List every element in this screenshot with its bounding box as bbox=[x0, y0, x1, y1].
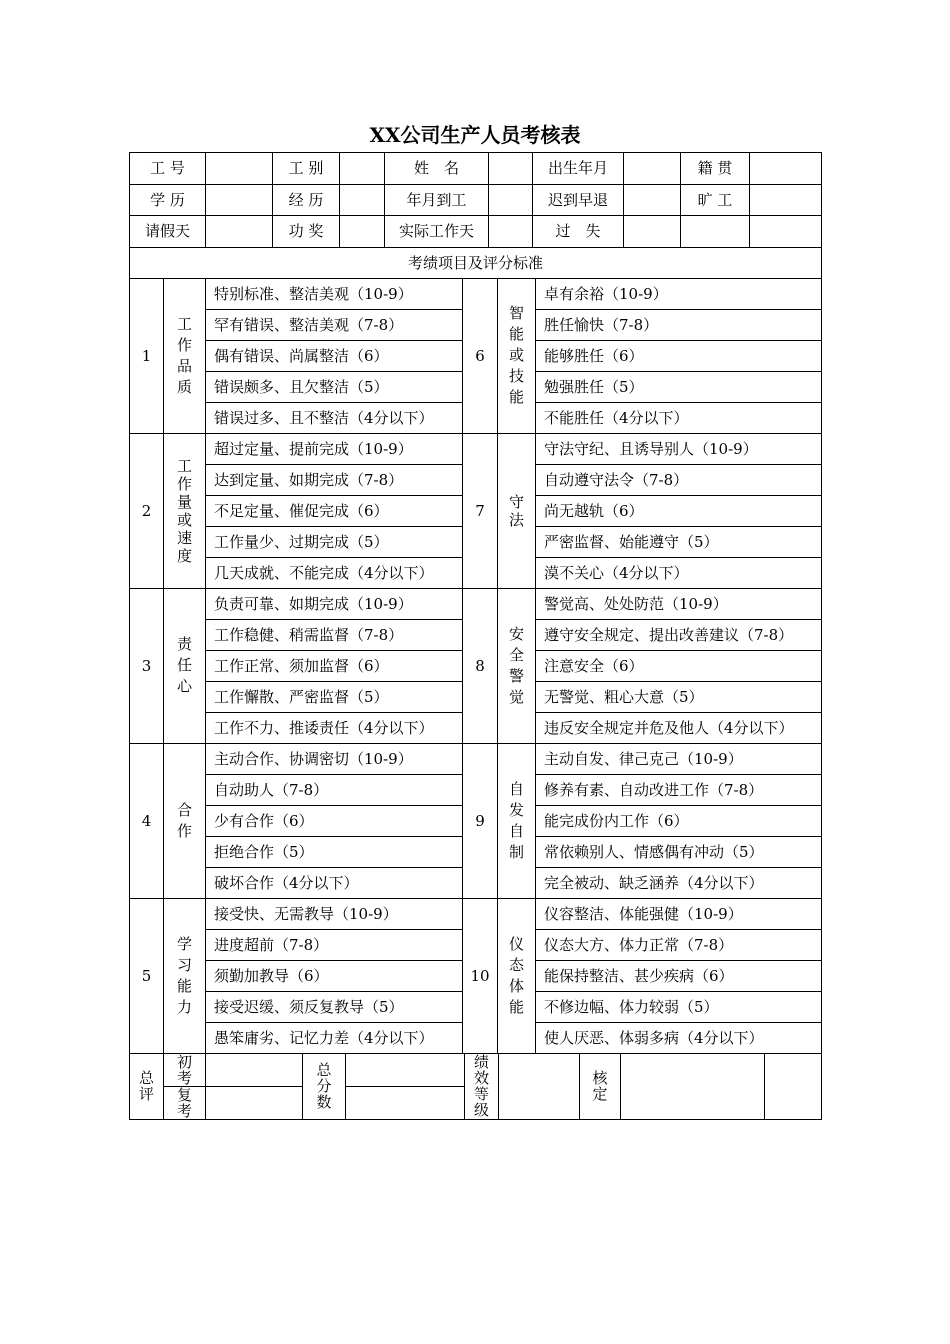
criteria-row bbox=[130, 433, 822, 464]
criteria-item: 超过定量、提前完成（10-9） bbox=[206, 433, 463, 464]
criteria-item: 尚无越轨（6） bbox=[536, 495, 822, 526]
criteria-item: 自动遵守法令（7-8） bbox=[536, 464, 822, 495]
total-score-review[interactable] bbox=[346, 1086, 465, 1119]
criteria-item: 主动合作、协调密切（10-9） bbox=[206, 743, 463, 774]
section-title-row bbox=[130, 247, 822, 278]
review-label: 复 考 bbox=[164, 1086, 206, 1119]
criteria-item: 达到定量、如期完成（7-8） bbox=[206, 464, 463, 495]
label-work-type: 工 别 bbox=[273, 153, 340, 185]
label-native-place: 籍 贯 bbox=[681, 153, 750, 185]
criteria-item: 工作正常、须加监督（6） bbox=[206, 650, 463, 681]
category-name: 工 作 量 或 速 度 bbox=[164, 433, 206, 588]
criteria-row bbox=[130, 588, 822, 619]
value-merit[interactable] bbox=[340, 216, 385, 248]
value-absent[interactable] bbox=[750, 184, 822, 216]
category-name: 仪 态 体 能 bbox=[498, 898, 536, 1053]
category-number: 7 bbox=[463, 433, 498, 588]
criteria-item: 不修边幅、体力较弱（5） bbox=[536, 991, 822, 1022]
summary-table bbox=[129, 1053, 822, 1120]
criteria-item: 几天成就、不能完成（4分以下） bbox=[206, 557, 463, 588]
category-name: 合 作 bbox=[164, 743, 206, 898]
criteria-table bbox=[129, 278, 822, 1054]
total-score-initial[interactable] bbox=[346, 1053, 465, 1086]
category-name: 学 习 能 力 bbox=[164, 898, 206, 1053]
value-birth-date[interactable] bbox=[624, 153, 681, 185]
criteria-item: 进度超前（7-8） bbox=[206, 929, 463, 960]
value-work-type[interactable] bbox=[340, 153, 385, 185]
info-row-2 bbox=[130, 184, 822, 216]
category-name: 责 任 心 bbox=[164, 588, 206, 743]
criteria-item: 工作稳健、稍需监督（7-8） bbox=[206, 619, 463, 650]
info-row-1 bbox=[130, 153, 822, 185]
criteria-item: 罕有错误、整洁美观（7-8） bbox=[206, 309, 463, 340]
label-start-date: 年月到工 bbox=[385, 184, 489, 216]
approve-label: 核 定 bbox=[580, 1053, 621, 1119]
approve-value[interactable] bbox=[621, 1053, 765, 1119]
label-absent: 旷 工 bbox=[681, 184, 750, 216]
label-birth-date: 出生年月 bbox=[533, 153, 624, 185]
criteria-item: 仪态大方、体力正常（7-8） bbox=[536, 929, 822, 960]
value-actual-work-days[interactable] bbox=[489, 216, 533, 248]
criteria-item: 勉强胜任（5） bbox=[536, 371, 822, 402]
label-experience: 经 历 bbox=[273, 184, 340, 216]
category-number: 2 bbox=[130, 433, 164, 588]
value-start-date[interactable] bbox=[489, 184, 533, 216]
label-fault: 过 失 bbox=[533, 216, 624, 248]
criteria-item: 漠不关心（4分以下） bbox=[536, 557, 822, 588]
criteria-item: 仪容整洁、体能强健（10-9） bbox=[536, 898, 822, 929]
criteria-row bbox=[130, 898, 822, 929]
criteria-item: 错误颇多、且欠整洁（5） bbox=[206, 371, 463, 402]
criteria-item: 违反安全规定并危及他人（4分以下） bbox=[536, 712, 822, 743]
criteria-item: 能保持整洁、甚少疾病（6） bbox=[536, 960, 822, 991]
criteria-item: 卓有余裕（10-9） bbox=[536, 278, 822, 309]
empty-cell bbox=[681, 216, 750, 248]
info-table bbox=[129, 152, 822, 279]
label-employee-id: 工 号 bbox=[130, 153, 206, 185]
criteria-item: 守法守纪、且诱导别人（10-9） bbox=[536, 433, 822, 464]
category-number: 3 bbox=[130, 588, 164, 743]
criteria-item: 警觉高、处处防范（10-9） bbox=[536, 588, 822, 619]
value-late-early[interactable] bbox=[624, 184, 681, 216]
initial-value[interactable] bbox=[206, 1053, 303, 1086]
criteria-item: 严密监督、始能遵守（5） bbox=[536, 526, 822, 557]
criteria-item: 不足定量、催促完成（6） bbox=[206, 495, 463, 526]
section-title: 考绩项目及评分标准 bbox=[130, 247, 822, 278]
criteria-item: 修养有素、自动改进工作（7-8） bbox=[536, 774, 822, 805]
criteria-item: 拒绝合作（5） bbox=[206, 836, 463, 867]
criteria-item: 偶有错误、尚属整洁（6） bbox=[206, 340, 463, 371]
category-number: 6 bbox=[463, 278, 498, 433]
criteria-item: 遵守安全规定、提出改善建议（7-8） bbox=[536, 619, 822, 650]
label-name: 姓 名 bbox=[385, 153, 489, 185]
value-leave-days[interactable] bbox=[206, 216, 273, 248]
category-name: 守 法 bbox=[498, 433, 536, 588]
summary-row-1 bbox=[130, 1053, 822, 1086]
category-number: 10 bbox=[463, 898, 498, 1053]
criteria-item: 自动助人（7-8） bbox=[206, 774, 463, 805]
label-late-early: 迟到早退 bbox=[533, 184, 624, 216]
review-value[interactable] bbox=[206, 1086, 303, 1119]
label-education: 学 历 bbox=[130, 184, 206, 216]
value-education[interactable] bbox=[206, 184, 273, 216]
criteria-item: 接受迟缓、须反复教导（5） bbox=[206, 991, 463, 1022]
approve-extra[interactable] bbox=[765, 1053, 822, 1119]
criteria-item: 工作不力、推诿责任（4分以下） bbox=[206, 712, 463, 743]
category-name: 工 作 品 质 bbox=[164, 278, 206, 433]
value-fault[interactable] bbox=[624, 216, 681, 248]
value-experience[interactable] bbox=[340, 184, 385, 216]
criteria-item: 完全被动、缺乏涵养（4分以下） bbox=[536, 867, 822, 898]
category-number: 9 bbox=[463, 743, 498, 898]
evaluation-form bbox=[129, 152, 821, 1120]
info-row-3 bbox=[130, 216, 822, 248]
grade-label: 绩 效 等 级 bbox=[465, 1053, 499, 1119]
criteria-item: 工作量少、过期完成（5） bbox=[206, 526, 463, 557]
overall-label: 总 评 bbox=[130, 1053, 164, 1119]
criteria-item: 胜任愉快（7-8） bbox=[536, 309, 822, 340]
criteria-item: 不能胜任（4分以下） bbox=[536, 402, 822, 433]
value-employee-id[interactable] bbox=[206, 153, 273, 185]
criteria-item: 负责可靠、如期完成（10-9） bbox=[206, 588, 463, 619]
criteria-item: 能够胜任（6） bbox=[536, 340, 822, 371]
criteria-item: 能完成份内工作（6） bbox=[536, 805, 822, 836]
criteria-item: 特别标准、整洁美观（10-9） bbox=[206, 278, 463, 309]
value-name[interactable] bbox=[489, 153, 533, 185]
criteria-item: 无警觉、粗心大意（5） bbox=[536, 681, 822, 712]
criteria-item: 使人厌恶、体弱多病（4分以下） bbox=[536, 1022, 822, 1053]
label-actual-work-days: 实际工作天 bbox=[385, 216, 489, 248]
criteria-item: 少有合作（6） bbox=[206, 805, 463, 836]
criteria-item: 接受快、无需教导（10-9） bbox=[206, 898, 463, 929]
criteria-item: 主动自发、律己克己（10-9） bbox=[536, 743, 822, 774]
criteria-item: 工作懈散、严密监督（5） bbox=[206, 681, 463, 712]
grade-value[interactable] bbox=[499, 1053, 580, 1119]
criteria-item: 常依赖别人、情感偶有冲动（5） bbox=[536, 836, 822, 867]
criteria-item: 注意安全（6） bbox=[536, 650, 822, 681]
value-native-place[interactable] bbox=[750, 153, 822, 185]
criteria-row bbox=[130, 743, 822, 774]
criteria-item: 错误过多、且不整洁（4分以下） bbox=[206, 402, 463, 433]
category-name: 智 能 或 技 能 bbox=[498, 278, 536, 433]
criteria-item: 愚笨庸劣、记忆力差（4分以下） bbox=[206, 1022, 463, 1053]
initial-label: 初 考 bbox=[164, 1053, 206, 1086]
criteria-item: 破坏合作（4分以下） bbox=[206, 867, 463, 898]
label-merit: 功 奖 bbox=[273, 216, 340, 248]
label-leave-days: 请假天 bbox=[130, 216, 206, 248]
category-name: 自 发 自 制 bbox=[498, 743, 536, 898]
category-name: 安 全 警 觉 bbox=[498, 588, 536, 743]
category-number: 4 bbox=[130, 743, 164, 898]
criteria-item: 须勤加教导（6） bbox=[206, 960, 463, 991]
page-title: XX公司生产人员考核表 bbox=[369, 123, 581, 147]
category-number: 1 bbox=[130, 278, 164, 433]
criteria-row bbox=[130, 278, 822, 309]
total-score-label: 总 分 数 bbox=[303, 1053, 346, 1119]
empty-cell bbox=[750, 216, 822, 248]
category-number: 8 bbox=[463, 588, 498, 743]
category-number: 5 bbox=[130, 898, 164, 1053]
